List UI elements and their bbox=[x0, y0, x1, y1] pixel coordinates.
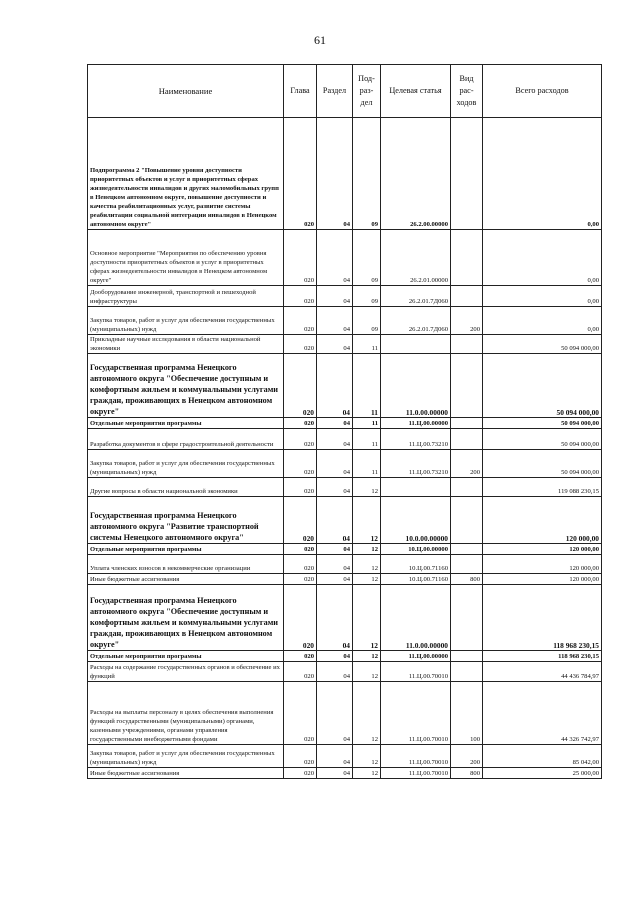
row-subsection: 12 bbox=[353, 478, 381, 497]
row-subsection: 12 bbox=[353, 682, 381, 745]
row-target: 26.2.01.7Д060 bbox=[381, 286, 451, 307]
row-total: 119 088 230,15 bbox=[483, 478, 602, 497]
row-chapter: 020 bbox=[284, 497, 317, 544]
row-total: 0,00 bbox=[483, 307, 602, 335]
row-name: Расходы на выплаты персоналу в целях обеспечения выполнения функций государственными (муниципальными) органами, казенными учреждениями, органами управления государственными внебюджетными фондами bbox=[88, 682, 284, 745]
row-chapter: 020 bbox=[284, 544, 317, 555]
row-target: 11.Ц.00.00000 bbox=[381, 418, 451, 429]
row-subsection: 12 bbox=[353, 497, 381, 544]
row-subsection: 12 bbox=[353, 768, 381, 779]
row-name: Другие вопросы в области национальной экономики bbox=[88, 478, 284, 497]
row-chapter: 020 bbox=[284, 335, 317, 354]
row-kind: 200 bbox=[451, 450, 483, 478]
table-row bbox=[88, 418, 602, 429]
table-row bbox=[88, 682, 602, 745]
row-target: 26.2.00.00000 bbox=[381, 118, 451, 230]
row-kind: 800 bbox=[451, 574, 483, 585]
row-total: 120 000,00 bbox=[483, 574, 602, 585]
row-target: 11.Ц.00.73210 bbox=[381, 429, 451, 450]
row-total: 44 436 784,97 bbox=[483, 662, 602, 682]
row-subsection: 09 bbox=[353, 118, 381, 230]
row-name: Прикладные научные исследования в области национальной экономики bbox=[88, 335, 284, 354]
header-kind: Вид рас-ходов bbox=[451, 65, 483, 118]
row-subsection: 12 bbox=[353, 585, 381, 651]
row-subsection: 12 bbox=[353, 662, 381, 682]
row-section: 04 bbox=[317, 286, 353, 307]
header-name: Наименование bbox=[88, 65, 284, 118]
row-section: 04 bbox=[317, 497, 353, 544]
row-name: Отдельные мероприятия программы bbox=[88, 651, 284, 662]
row-section: 04 bbox=[317, 118, 353, 230]
row-subsection: 09 bbox=[353, 230, 381, 286]
row-target: 10.Ц.00.00000 bbox=[381, 544, 451, 555]
row-section: 04 bbox=[317, 555, 353, 574]
header-total: Всего расходов bbox=[483, 65, 602, 118]
row-kind bbox=[451, 335, 483, 354]
row-subsection: 12 bbox=[353, 745, 381, 768]
row-chapter: 020 bbox=[284, 574, 317, 585]
row-section: 04 bbox=[317, 307, 353, 335]
row-chapter: 020 bbox=[284, 354, 317, 418]
table-row bbox=[88, 286, 602, 307]
row-target: 26.2.01.00000 bbox=[381, 230, 451, 286]
row-target: 11.Ц.00.70010 bbox=[381, 768, 451, 779]
row-target bbox=[381, 335, 451, 354]
row-total: 120 000,00 bbox=[483, 555, 602, 574]
table-row bbox=[88, 585, 602, 651]
row-subsection: 12 bbox=[353, 555, 381, 574]
header-row bbox=[88, 65, 602, 118]
header-section: Раздел bbox=[317, 65, 353, 118]
row-chapter: 020 bbox=[284, 555, 317, 574]
row-subsection: 11 bbox=[353, 450, 381, 478]
row-total: 0,00 bbox=[483, 118, 602, 230]
row-section: 04 bbox=[317, 682, 353, 745]
budget-table bbox=[87, 64, 602, 779]
row-name: Закупка товаров, работ и услуг для обеспечения государственных (муниципальных) нужд bbox=[88, 745, 284, 768]
row-subsection: 11 bbox=[353, 418, 381, 429]
row-name: Отдельные мероприятия программы bbox=[88, 418, 284, 429]
row-kind: 100 bbox=[451, 682, 483, 745]
row-chapter: 020 bbox=[284, 662, 317, 682]
table-row bbox=[88, 354, 602, 418]
row-total: 0,00 bbox=[483, 286, 602, 307]
table-row bbox=[88, 450, 602, 478]
row-chapter: 020 bbox=[284, 118, 317, 230]
row-section: 04 bbox=[317, 745, 353, 768]
row-section: 04 bbox=[317, 574, 353, 585]
row-total: 118 968 230,15 bbox=[483, 585, 602, 651]
row-subsection: 11 bbox=[353, 335, 381, 354]
row-chapter: 020 bbox=[284, 768, 317, 779]
row-subsection: 11 bbox=[353, 429, 381, 450]
row-chapter: 020 bbox=[284, 230, 317, 286]
row-kind bbox=[451, 544, 483, 555]
row-kind bbox=[451, 662, 483, 682]
row-total: 50 094 000,00 bbox=[483, 429, 602, 450]
row-chapter: 020 bbox=[284, 682, 317, 745]
row-total: 50 094 000,00 bbox=[483, 418, 602, 429]
row-name: Разработка документов в сфере градостроительной деятельности bbox=[88, 429, 284, 450]
row-subsection: 12 bbox=[353, 574, 381, 585]
row-chapter: 020 bbox=[284, 418, 317, 429]
row-kind: 200 bbox=[451, 745, 483, 768]
table-row bbox=[88, 544, 602, 555]
row-section: 04 bbox=[317, 230, 353, 286]
row-total: 50 094 000,00 bbox=[483, 450, 602, 478]
row-target: 10.0.00.00000 bbox=[381, 497, 451, 544]
row-total: 120 000,00 bbox=[483, 544, 602, 555]
row-total: 0,00 bbox=[483, 230, 602, 286]
row-target: 11.Ц.00.73210 bbox=[381, 450, 451, 478]
table-row bbox=[88, 307, 602, 335]
page-number: 61 bbox=[314, 33, 326, 47]
row-section: 04 bbox=[317, 478, 353, 497]
row-target: 26.2.01.7Д060 bbox=[381, 307, 451, 335]
header-subsection: Под-раз-дел bbox=[353, 65, 381, 118]
row-target: 11.0.00.00000 bbox=[381, 585, 451, 651]
row-subsection: 11 bbox=[353, 354, 381, 418]
row-name: Отдельные мероприятия программы bbox=[88, 544, 284, 555]
row-section: 04 bbox=[317, 354, 353, 418]
row-name: Государственная программа Ненецкого автономного округа "Развитие транспортной системы Ненецкого автономного округа" bbox=[88, 497, 284, 544]
row-name: Иные бюджетные ассигнования bbox=[88, 768, 284, 779]
row-name: Подпрограмма 2 "Повышение уровня доступности приоритетных объектов и услуг в приоритетных сферах жизнедеятельности инвалидов и других маломобильных групп в Ненецком автономном округе, повышение доступности и качества реабилитационных услуг, развитие системы реабилитации социальной интеграции инвалидов в Ненецком автономном округе" bbox=[88, 118, 284, 230]
row-total: 50 094 000,00 bbox=[483, 354, 602, 418]
row-kind bbox=[451, 354, 483, 418]
row-chapter: 020 bbox=[284, 307, 317, 335]
row-chapter: 020 bbox=[284, 478, 317, 497]
header-chapter: Глава bbox=[284, 65, 317, 118]
table-body bbox=[88, 118, 602, 779]
table-row bbox=[88, 555, 602, 574]
table-row bbox=[88, 651, 602, 662]
row-kind: 800 bbox=[451, 768, 483, 779]
row-kind bbox=[451, 429, 483, 450]
table-row bbox=[88, 662, 602, 682]
row-total: 50 094 000,00 bbox=[483, 335, 602, 354]
row-name: Уплата членских взносов в некоммерческие организации bbox=[88, 555, 284, 574]
row-name: Дооборудование инженерной, транспортной и пешеходной инфраструктуры bbox=[88, 286, 284, 307]
row-subsection: 09 bbox=[353, 286, 381, 307]
row-kind bbox=[451, 286, 483, 307]
row-target: 10.Ц.00.71160 bbox=[381, 574, 451, 585]
row-name: Основное мероприятие "Мероприятия по обеспечению уровня доступности приоритетных объектов и услуг в приоритетных сферах жизнедеятельности инвалидов в Ненецком автономном округе" bbox=[88, 230, 284, 286]
row-section: 04 bbox=[317, 651, 353, 662]
row-subsection: 12 bbox=[353, 651, 381, 662]
row-section: 04 bbox=[317, 662, 353, 682]
row-chapter: 020 bbox=[284, 429, 317, 450]
row-total: 25 000,00 bbox=[483, 768, 602, 779]
row-section: 04 bbox=[317, 585, 353, 651]
row-chapter: 020 bbox=[284, 651, 317, 662]
row-name: Закупка товаров, работ и услуг для обеспечения государственных (муниципальных) нужд bbox=[88, 307, 284, 335]
row-kind bbox=[451, 555, 483, 574]
row-kind bbox=[451, 585, 483, 651]
row-name: Государственная программа Ненецкого автономного округа "Обеспечение доступным и комфортным жильем и коммунальными услугами граждан, проживающих в Ненецком автономном округе" bbox=[88, 585, 284, 651]
row-kind bbox=[451, 118, 483, 230]
row-section: 04 bbox=[317, 429, 353, 450]
row-chapter: 020 bbox=[284, 286, 317, 307]
row-target: 11.Ц.00.00000 bbox=[381, 651, 451, 662]
row-name: Расходы на содержание государственных органов и обеспечение их функций bbox=[88, 662, 284, 682]
row-target bbox=[381, 478, 451, 497]
row-section: 04 bbox=[317, 544, 353, 555]
table-row bbox=[88, 745, 602, 768]
table-row bbox=[88, 335, 602, 354]
row-target: 11.Ц.00.70010 bbox=[381, 682, 451, 745]
row-kind bbox=[451, 418, 483, 429]
row-subsection: 09 bbox=[353, 307, 381, 335]
row-kind bbox=[451, 230, 483, 286]
row-section: 04 bbox=[317, 418, 353, 429]
row-kind bbox=[451, 651, 483, 662]
table-row bbox=[88, 574, 602, 585]
row-target: 11.Ц.00.70010 bbox=[381, 745, 451, 768]
row-target: 10.Ц.00.71160 bbox=[381, 555, 451, 574]
row-section: 04 bbox=[317, 768, 353, 779]
row-name: Иные бюджетные ассигнования bbox=[88, 574, 284, 585]
header-target: Целевая статья bbox=[381, 65, 451, 118]
row-kind: 200 bbox=[451, 307, 483, 335]
row-section: 04 bbox=[317, 450, 353, 478]
row-target: 11.0.00.00000 bbox=[381, 354, 451, 418]
row-subsection: 12 bbox=[353, 544, 381, 555]
table-row bbox=[88, 768, 602, 779]
row-total: 85 042,00 bbox=[483, 745, 602, 768]
table-row bbox=[88, 118, 602, 230]
table-row bbox=[88, 478, 602, 497]
row-kind bbox=[451, 478, 483, 497]
row-target: 11.Ц.00.70010 bbox=[381, 662, 451, 682]
table-row bbox=[88, 429, 602, 450]
row-total: 120 000,00 bbox=[483, 497, 602, 544]
row-chapter: 020 bbox=[284, 745, 317, 768]
row-name: Закупка товаров, работ и услуг для обеспечения государственных (муниципальных) нужд bbox=[88, 450, 284, 478]
row-total: 44 326 742,97 bbox=[483, 682, 602, 745]
row-section: 04 bbox=[317, 335, 353, 354]
row-name: Государственная программа Ненецкого автономного округа "Обеспечение доступным и комфортным жильем и коммунальными услугами граждан, проживающих в Ненецком автономном округе" bbox=[88, 354, 284, 418]
table-row bbox=[88, 230, 602, 286]
row-chapter: 020 bbox=[284, 585, 317, 651]
table-row bbox=[88, 497, 602, 544]
row-kind bbox=[451, 497, 483, 544]
row-total: 118 968 230,15 bbox=[483, 651, 602, 662]
row-chapter: 020 bbox=[284, 450, 317, 478]
